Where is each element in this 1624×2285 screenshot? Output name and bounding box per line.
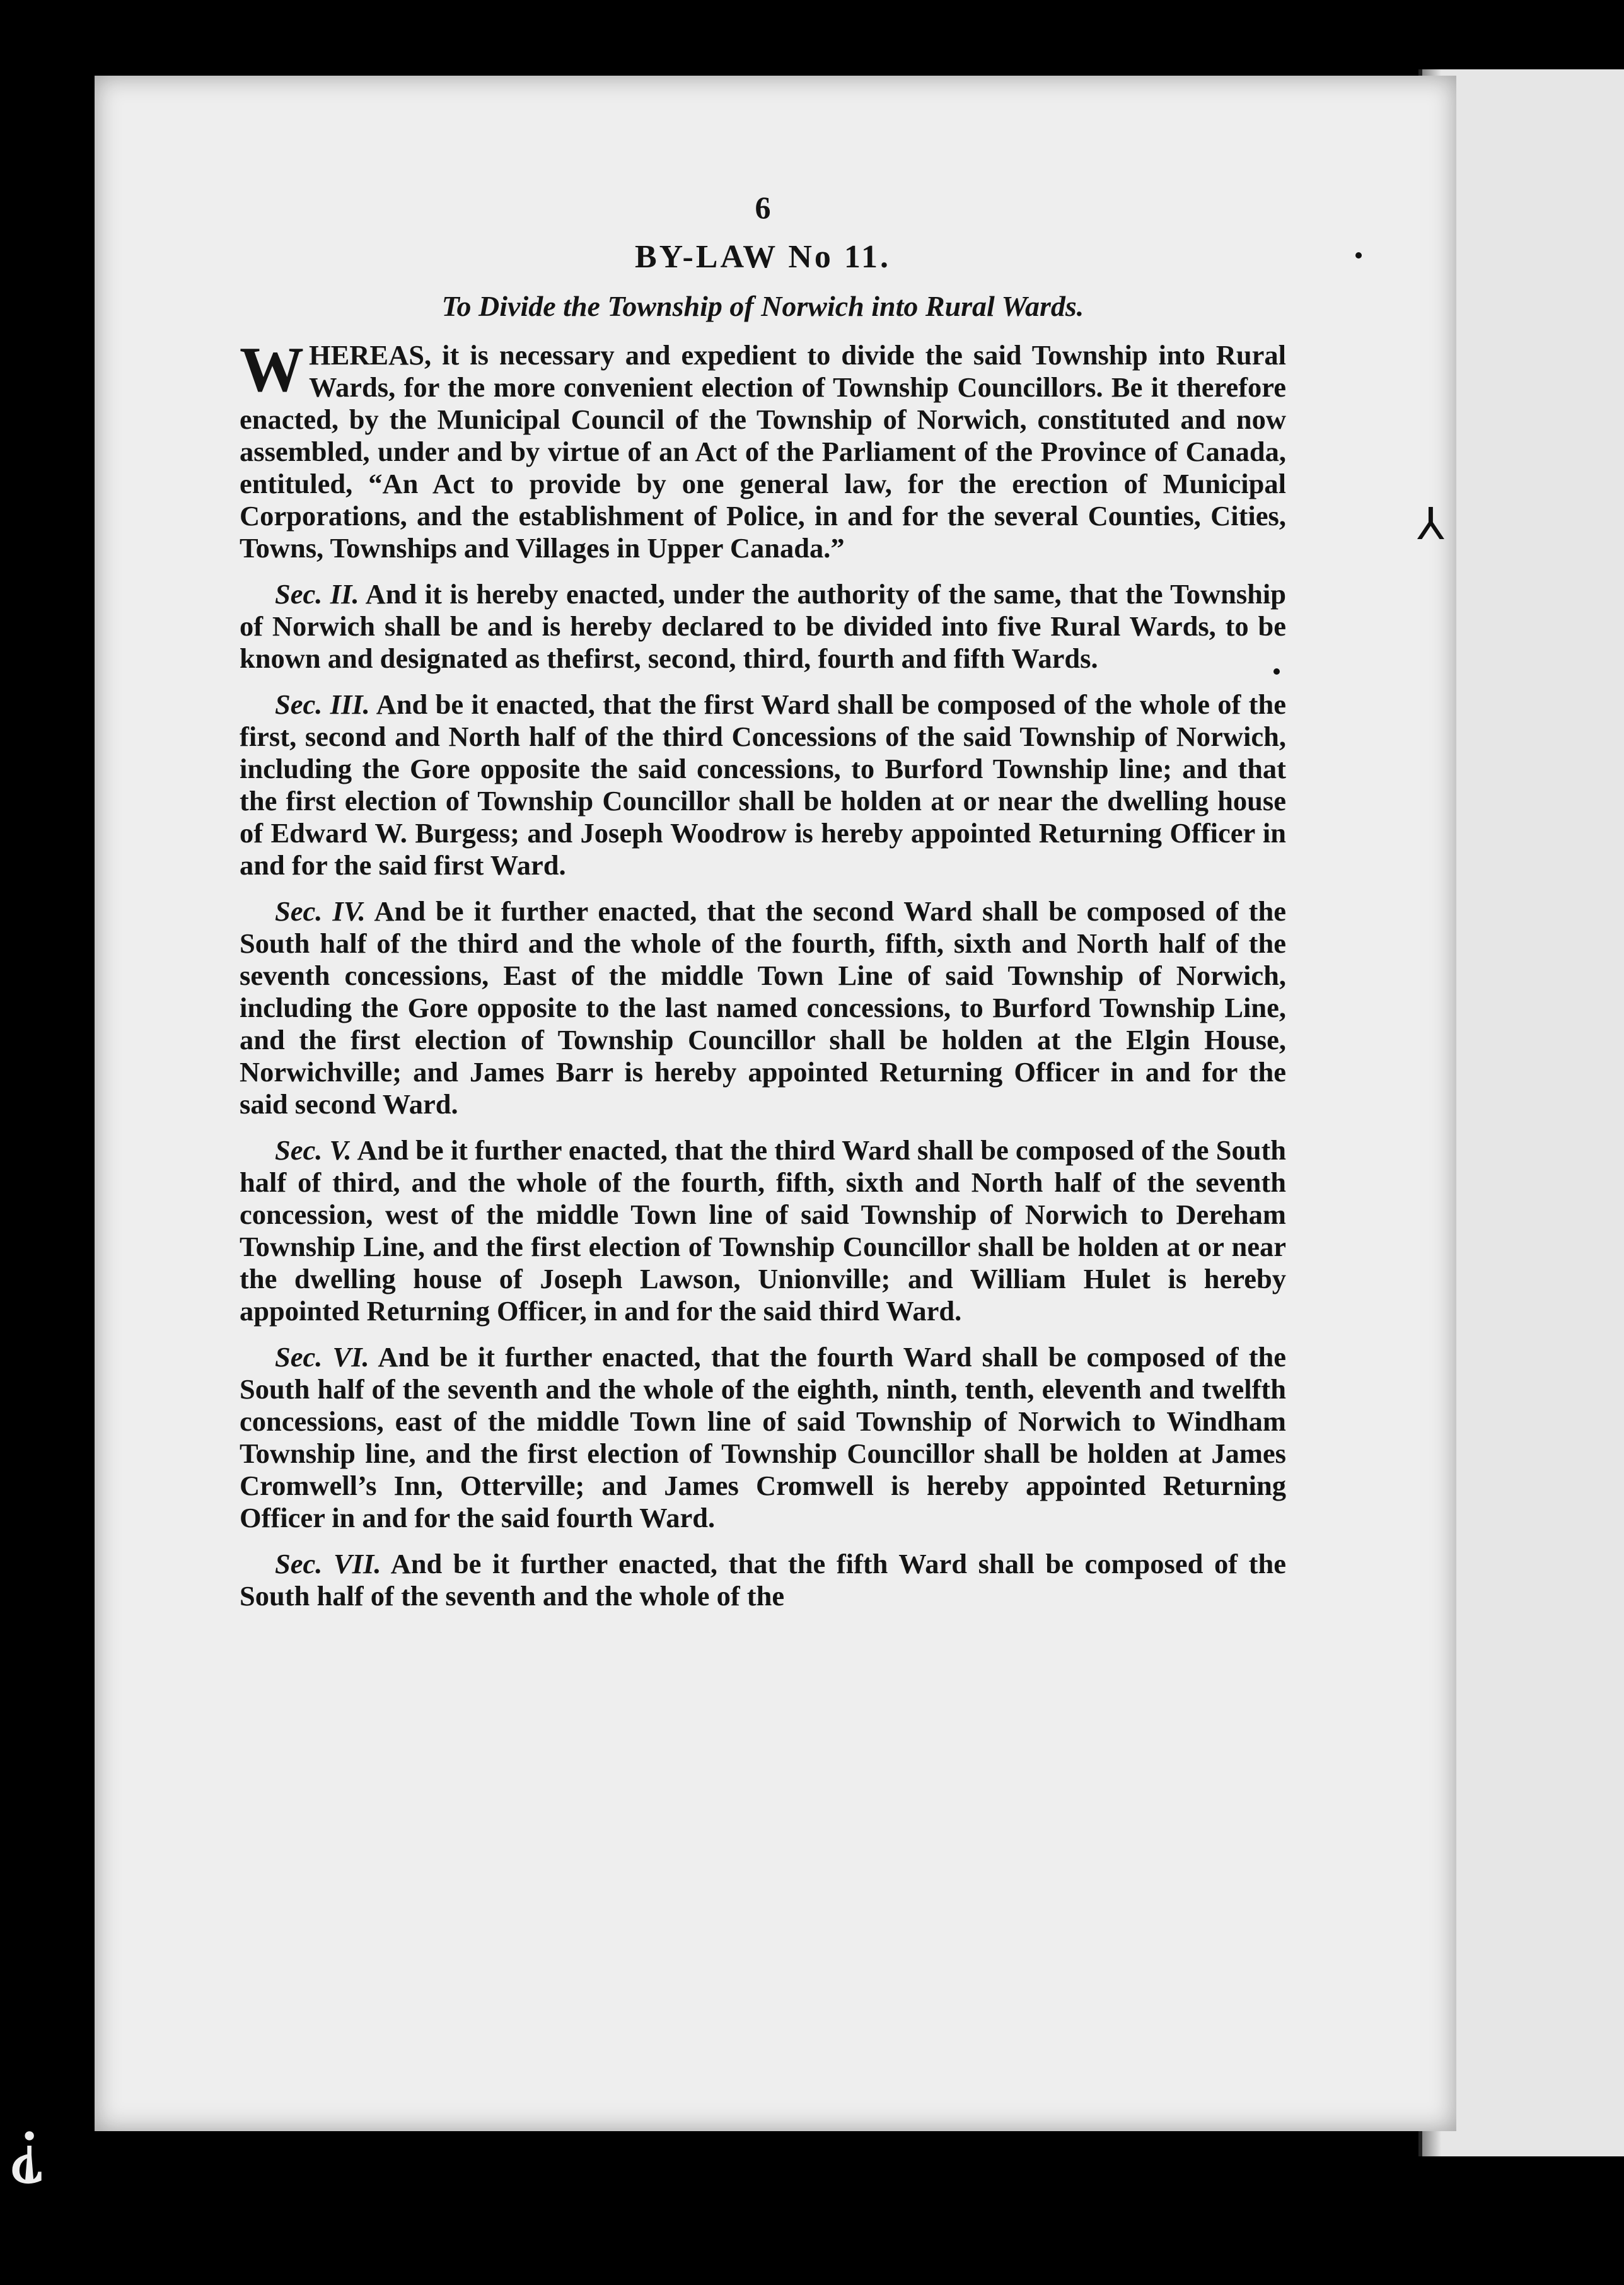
section-paragraph [240,689,1286,881]
page-content [240,189,1286,1626]
document-page [95,76,1456,2131]
section-label: Sec. II. [275,578,359,610]
section-text: And be it further enacted, that the fifth Ward shall be composed of the South half of the seventh and the whole of the [240,1548,1286,1612]
section-label: Sec. V. [275,1134,352,1166]
drop-cap: W [240,334,304,405]
section-label: Sec. IV. [275,895,366,927]
section-paragraph [240,895,1286,1120]
section-label: Sec. III. [275,689,370,720]
section-label: Sec. VII. [275,1548,381,1579]
section-label: Sec. VI. [275,1341,369,1373]
preamble-paragraph [240,334,1286,564]
ink-speck [1355,252,1362,259]
section-paragraph [240,1341,1286,1534]
margin-mark-glyph: ⸘ [8,2106,45,2187]
fold-mark-glyph: ⅄ [1417,498,1444,550]
section-text: And be it further enacted, that the second Ward shall be composed of the South half of the third and the whole of the fourth, fifth, sixth and North half of the seventh concessions, East of the middle Town Line of said Township of Norwich, including the Gore opposite to the last named concessions, to Burford Township Line, and the first election of Township Councillor shall be holden at the Elgin House, Norwichville; and James Barr is hereby appointed Returning Officer in and for the said second Ward. [240,895,1287,1120]
ink-speck [1273,668,1280,675]
preamble-text: HEREAS, it is necessary and expedient to divide the said Township into Rural Wards, for the more convenient election of Township Councillors. Be it therefore enacted, by the Municipal Council of the Township of Norwich, constituted and now assembled, under and by virtue of an Act of the Parliament of the Province of Canada, entituled, “An Act to provide by one general law, for the erection of Municipal Corporations, and the establishment of Police, in and for the several Counties, Cities, Towns, Townships and Villages in Upper Canada.” [240,339,1286,564]
section-paragraph [240,578,1286,675]
section-text: And it is hereby enacted, under the authority of the same, that the Township of Norwich shall be and is hereby declared to be divided into five Rural Wards, to be known and designated as thefirst, second, third, fourth and fifth Wards. [240,578,1287,674]
bylaw-subtitle: To Divide the Township of Norwich into Rural Wards. [441,290,1084,322]
section-text: And be it further enacted, that the fourth Ward shall be composed of the South half of the seventh and the whole of the eighth, ninth, tenth, eleventh and twelfth concessions, east of the middle Town line of said Township of Norwich to Windham Township line, and the first election of Township Councillor shall be holden at James Cromwell’s Inn, Otterville; and James Cromwell is hereby appointed Returning Officer in and for the said fourth Ward. [240,1341,1287,1533]
section-text: And be it enacted, that the first Ward shall be composed of the whole of the first, second and North half of the third Concessions of the said Township of Norwich, including the Gore opposite the said concessions, to Burford Township line; and that the first election of Township Councillor shall be holden at or near the dwelling house of Edward W. Burgess; and Joseph Woodrow is hereby appointed Returning Officer in and for the said first Ward. [240,689,1286,881]
section-text: And be it further enacted, that the third Ward shall be composed of the South half of third, and the whole of the fourth, fifth, sixth and North half of the seventh concession, west of the middle Town line of said Township of Norwich to Dereham Township Line, and the first election of Township Councillor shall be holden at or near the dwelling house of Joseph Lawson, Unionville; and William Hulet is hereby appointed Returning Officer, in and for the said third Ward. [240,1134,1287,1327]
page-number: 6 [755,190,771,225]
bylaw-title: BY-LAW No 11. [635,239,891,275]
section-paragraph [240,1134,1286,1327]
section-paragraph [240,1548,1286,1612]
